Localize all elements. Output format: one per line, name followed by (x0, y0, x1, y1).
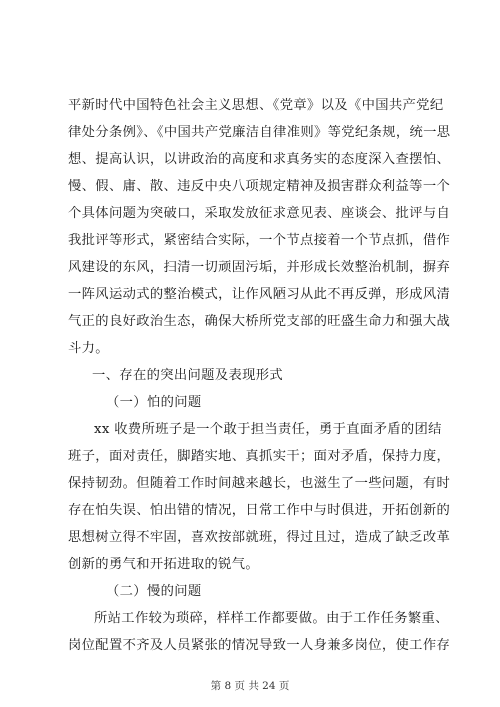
text-line: 想、提高认识，以讲政治的高度和求真务实的态度深入查摆怕、 (68, 152, 451, 167)
text-line: 个具体问题为突破口，采取发放征求意见表、座谈会、批评与自 (68, 206, 451, 221)
page-number-footer: 第 8 页 共 24 页 (210, 680, 290, 692)
text-line: 岗位配置不齐及人员紧张的情况导致一人身兼多岗位，使工作存 (68, 638, 451, 653)
text-line: 存在怕失误、怕出错的情况，日常工作中与时俱进，开拓创新的 (68, 503, 451, 518)
text-line: 思想树立得不牢固，喜欢按部就班，得过且过，造成了缺乏改革 (68, 530, 451, 545)
text-line: 保持韧劲。但随着工作时间越来越长，也滋生了一些问题，有时 (68, 476, 451, 491)
text-line: 气正的良好政治生态，确保大桥所党支部的旺盛生命力和强大战 (68, 314, 451, 329)
text-line: 慢、假、庸、散、违反中央八项规定精神及损害群众利益等一个 (68, 179, 451, 194)
text-line: 班子，面对责任，脚踏实地、真抓实干；面对矛盾，保持力度， (68, 449, 451, 464)
paragraph-first-line: xx 收费所班子是一个敢于担当责任，勇于直面矛盾的团结 (94, 422, 442, 437)
paragraph-first-line: 所站工作较为琐碎，样样工作都要做。由于工作任务繁重、 (94, 611, 449, 626)
text-line: 我批评等形式，紧密结合实际，一个节点接着一个节点抓，借作 (68, 233, 451, 248)
text-line: 创新的勇气和开拓进取的锐气。 (68, 557, 260, 572)
text-line: 一阵风运动式的整治模式，让作风陋习从此不再反弹，形成风清 (68, 287, 451, 302)
section-heading: 一、存在的突出问题及表现形式 (92, 368, 284, 383)
subsection-heading: （一）怕的问题 (106, 395, 202, 410)
text-line: 平新时代中国特色社会主义思想、《党章》以及《中国共产党纪 (68, 98, 444, 113)
text-line: 律处分条例》、《中国共产党廉洁自律准则》等党纪条规，统一思 (68, 125, 451, 140)
document-body (68, 92, 451, 659)
text-line: 斗力。 (68, 341, 109, 356)
text-line: 风建设的东风，扫清一切顽固污垢，并形成长效整治机制，摒弃 (68, 260, 451, 275)
subsection-heading: （二）慢的问题 (106, 584, 202, 599)
